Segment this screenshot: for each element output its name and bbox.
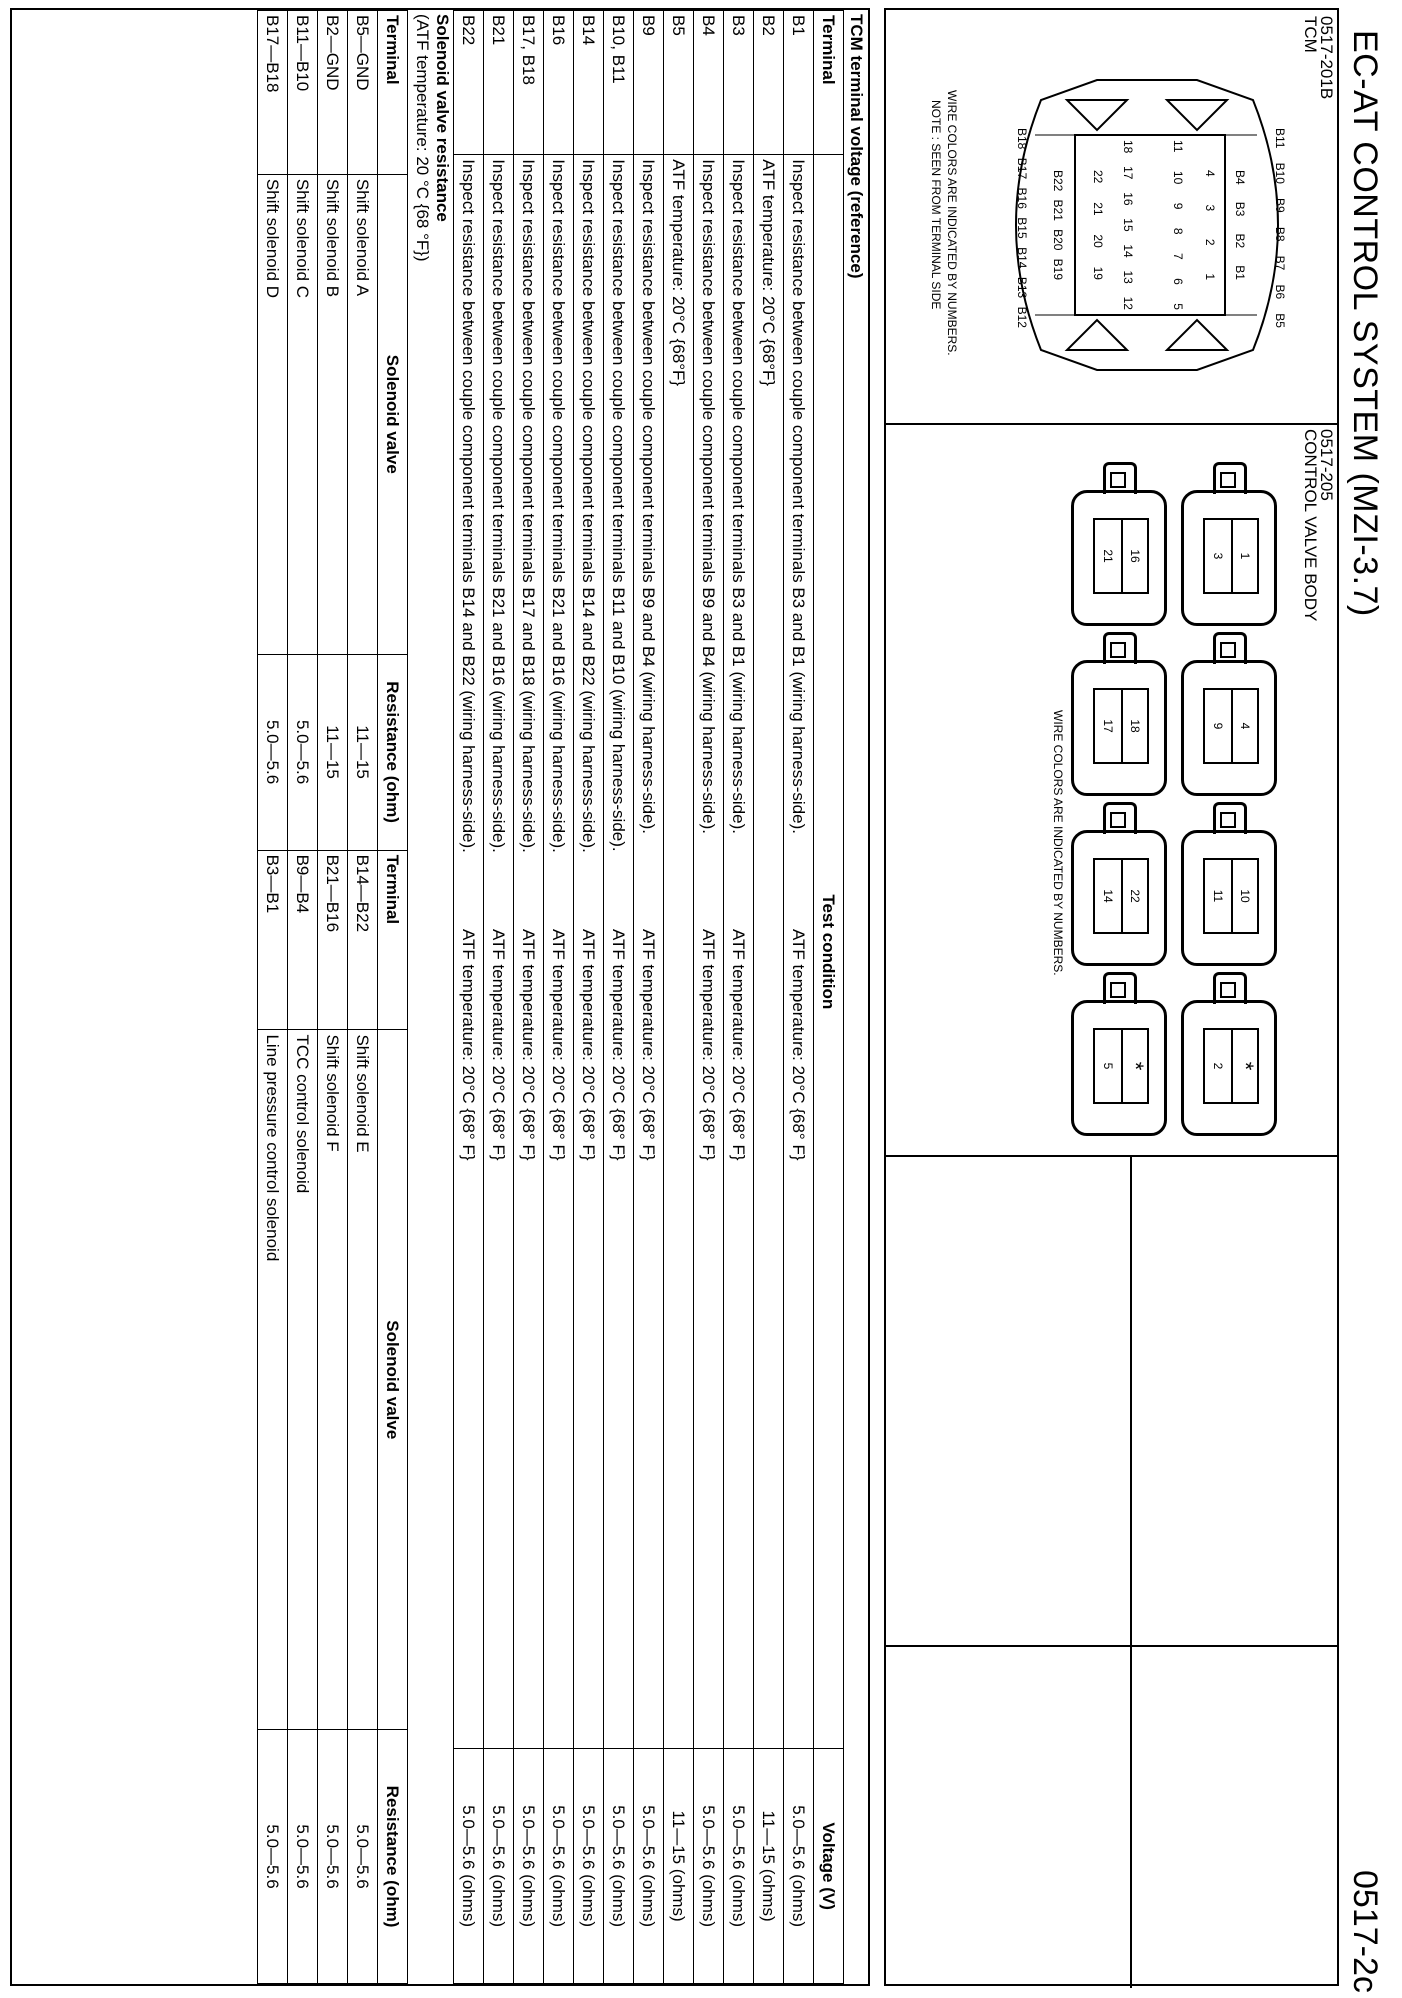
tcm-connector-diagram: [967, 40, 1297, 410]
test-condition-cell: ATF temperature: 20°C {68°F}: [664, 155, 694, 1749]
tcm-pin-label: 10: [1171, 170, 1185, 185]
voltage-cell: 5.0—5.6 (ohms): [694, 1749, 724, 1984]
tcm-pin-row-2: [1171, 140, 1185, 310]
tcm-pin-label: 5: [1171, 303, 1185, 310]
connector-pin: 11: [1211, 889, 1225, 903]
atf-condition-cell: ATF temperature: 20°C {68° F}: [634, 925, 664, 1749]
atf-condition-cell: ATF temperature: 20°C {68° F}: [574, 925, 604, 1749]
voltage-cell: 5.0—5.6 (ohms): [484, 1749, 514, 1984]
terminal-cell: B14: [574, 11, 604, 155]
sol-header-resistance-2: Resistance (ohm): [378, 1730, 408, 1984]
solenoid-resistance-cell: 5.0—5.6: [348, 1730, 378, 1984]
connector-pin: 22: [1121, 860, 1147, 932]
test-condition-text: Inspect resistance between couple component terminals B14 and B22 (wiring harness-side).: [459, 159, 478, 853]
connector-pin: *: [1231, 1030, 1257, 1102]
connector-pin: 1: [1231, 520, 1257, 592]
sol-header-valve-1: Solenoid valve: [378, 174, 408, 654]
connector-pins: [1203, 1028, 1259, 1104]
header-voltage: Voltage (V): [814, 1749, 844, 1984]
connector-pin: 14: [1101, 889, 1115, 903]
valve-connector: [1181, 830, 1277, 966]
tcm-table-row: [574, 11, 604, 1984]
valve-connector: [1071, 660, 1167, 796]
solenoid-valve-cell: Shift solenoid D: [258, 174, 288, 654]
sol-header-valve-2: Solenoid valve: [378, 1030, 408, 1730]
tcm-pin-label: B9: [1273, 198, 1287, 213]
tcm-note-side: NOTE : SEEN FROM TERMINAL SIDE: [929, 100, 943, 310]
test-condition-text: Inspect resistance between couple component terminals B21 and B16 (wiring harness-side).: [549, 159, 568, 853]
tcm-pin-label: B7: [1273, 255, 1287, 271]
tcm-pin-label: B15: [1015, 217, 1029, 239]
terminal-cell: B21: [484, 11, 514, 155]
tcm-table-row: [724, 11, 754, 1984]
solenoid-table-title: Solenoid valve resistance: [433, 14, 452, 222]
terminal-cell: B3: [724, 11, 754, 155]
solenoid-terminal-cell: B9—B4: [288, 850, 318, 1030]
test-condition-cell: [454, 155, 484, 925]
atf-condition-cell: ATF temperature: 20°C {68° F}: [544, 925, 574, 1749]
solenoid-table-row: [348, 11, 378, 1984]
terminal-cell: B5: [664, 11, 694, 155]
solenoid-table-row: [258, 11, 288, 1984]
tcm-pin-label: 11: [1171, 140, 1185, 153]
atf-condition-cell: ATF temperature: 20°C {68° F}: [514, 925, 544, 1749]
valve-connector: [1071, 1000, 1167, 1136]
connector-pin: 21: [1101, 549, 1115, 563]
atf-condition-cell: ATF temperature: 20°C {68° F}: [604, 925, 634, 1749]
connector-pin: 3: [1211, 552, 1225, 560]
terminal-cell: B9: [634, 11, 664, 155]
connector-pins: [1203, 688, 1259, 764]
solenoid-terminal-cell: B5—GND: [348, 11, 378, 175]
tcm-pin-label: 1: [1203, 273, 1217, 280]
solenoid-terminal-cell: B14—B22: [348, 850, 378, 1030]
connector-pins: [1203, 858, 1259, 934]
solenoid-valve-cell: Shift solenoid F: [318, 1030, 348, 1730]
valve-connector: [1181, 490, 1277, 626]
tcm-table-row: [754, 11, 784, 1984]
tcm-pin-label: 18: [1121, 140, 1135, 154]
tcm-pin-label: B2: [1233, 233, 1247, 249]
tcm-pin-label: 20: [1091, 234, 1105, 248]
voltage-cell: 5.0—5.6 (ohms): [784, 1749, 814, 1984]
test-condition-cell: [544, 155, 574, 925]
terminal-cell: B17, B18: [514, 11, 544, 155]
tcm-table-row: [784, 11, 814, 1984]
test-condition-text: Inspect resistance between couple component terminals B9 and B4 (wiring harness-side).: [639, 159, 658, 834]
tcm-pin-label: 6: [1171, 278, 1185, 285]
atf-condition-cell: ATF temperature: 20°C {68° F}: [484, 925, 514, 1749]
tcm-pin-label: 21: [1091, 202, 1105, 216]
solenoid-valve-cell: Line pressure control solenoid: [258, 1030, 288, 1730]
tcm-pin-label: B6: [1273, 284, 1287, 300]
tcm-part-number: 0517-201B: [1317, 16, 1336, 100]
voltage-cell: 5.0—5.6 (ohms): [634, 1749, 664, 1984]
valve-connector: [1181, 660, 1277, 796]
tcm-table-header-row: [814, 11, 844, 1984]
tcm-pin-label: B20: [1051, 229, 1065, 251]
connector-pins: [1093, 688, 1149, 764]
solenoid-terminal-cell: B17—B18: [258, 11, 288, 175]
test-condition-cell: [694, 155, 724, 925]
voltage-cell: 5.0—5.6 (ohms): [544, 1749, 574, 1984]
voltage-cell: 5.0—5.6 (ohms): [574, 1749, 604, 1984]
header-test-condition: Test condition: [814, 155, 844, 1749]
tcm-pin-label: B12: [1015, 306, 1029, 328]
solenoid-table-subtitle: (ATF temperature: 20 °C {68 °F}): [413, 14, 432, 262]
solenoid-resistance-table: [257, 10, 408, 1984]
connector-pin: 2: [1211, 1062, 1225, 1070]
test-condition-cell: [484, 155, 514, 925]
tcm-pin-label: B10: [1273, 162, 1287, 184]
tcm-pin-label: 16: [1121, 192, 1135, 206]
tcm-top-labels: [1273, 128, 1287, 328]
tcm-pin-label: 14: [1121, 244, 1135, 258]
tcm-pin-label: 17: [1121, 166, 1135, 180]
solenoid-resistance-cell: 5.0—5.6: [288, 1730, 318, 1984]
tcm-pin-label: B4: [1233, 170, 1247, 185]
sol-header-resistance-1: Resistance (ohm): [378, 654, 408, 850]
tcm-pin-label: 12: [1121, 296, 1135, 310]
tcm-pin-label: B19: [1051, 258, 1065, 280]
connector-pin: 10: [1231, 860, 1257, 932]
tcm-pin-label: B13: [1015, 276, 1029, 299]
solenoid-valve-cell: Shift solenoid B: [318, 174, 348, 654]
solenoid-valve-cell: Shift solenoid E: [348, 1030, 378, 1730]
tcm-pin-label: 4: [1203, 170, 1217, 177]
tcm-pin-row-3: [1121, 140, 1135, 310]
connector-pins: [1093, 858, 1149, 934]
solenoid-terminal-cell: B11—B10: [288, 11, 318, 175]
test-condition-text: Inspect resistance between couple component terminals B14 and B22 (wiring harness-side).: [579, 159, 598, 853]
tcm-pin-label: 8: [1171, 227, 1185, 235]
valve-body-note: WIRE COLORS ARE INDICATED BY NUMBERS.: [1051, 710, 1065, 976]
atf-condition-cell: ATF temperature: 20°C {68° F}: [454, 925, 484, 1749]
test-condition-cell: [634, 155, 664, 925]
connector-pin: 5: [1101, 1062, 1115, 1070]
tcm-pin-label: B11: [1273, 128, 1287, 149]
solenoid-valve-cell: Shift solenoid C: [288, 174, 318, 654]
terminal-cell: B10, B11: [604, 11, 634, 155]
tcm-pin-label: 15: [1121, 218, 1135, 232]
tcm-table-row: [484, 11, 514, 1984]
terminal-cell: B4: [694, 11, 724, 155]
tcm-table-row: [454, 11, 484, 1984]
tcm-note-wire: WIRE COLORS ARE INDICATED BY NUMBERS.: [945, 90, 959, 356]
tcm-pin-label: 2: [1203, 238, 1217, 246]
tcm-inner-top-labels: [1233, 170, 1247, 280]
tcm-pin-row-4: [1091, 170, 1105, 280]
solenoid-resistance-cell: 5.0—5.6: [318, 1730, 348, 1984]
tcm-table-title: TCM terminal voltage (reference): [847, 14, 866, 279]
tcm-table-row: [604, 11, 634, 1984]
solenoid-terminal-cell: B21—B16: [318, 850, 348, 1030]
solenoid-resistance-cell: 5.0—5.6: [258, 654, 288, 850]
tcm-table-row: [544, 11, 574, 1984]
solenoid-table-header-row: [378, 11, 408, 1984]
solenoid-table-row: [288, 11, 318, 1984]
tcm-voltage-table: [453, 10, 844, 1984]
solenoid-resistance-cell: 11—15: [348, 654, 378, 850]
terminal-cell: B22: [454, 11, 484, 155]
tcm-label: TCM: [1301, 16, 1320, 53]
connector-pin: 17: [1101, 719, 1115, 733]
tcm-pin-row-1: [1203, 170, 1217, 280]
test-condition-text: Inspect resistance between couple component terminals B3 and B1 (wiring harness-side).: [729, 159, 748, 834]
connector-pins: [1093, 518, 1149, 594]
tcm-table-row: [514, 11, 544, 1984]
test-condition-cell: [604, 155, 634, 925]
test-condition-cell: [514, 155, 544, 925]
solenoid-resistance-cell: 11—15: [318, 654, 348, 850]
terminal-cell: B16: [544, 11, 574, 155]
solenoid-valve-cell: TCC control solenoid: [288, 1030, 318, 1730]
tcm-table-row: [694, 11, 724, 1984]
tcm-pin-label: B5: [1273, 313, 1287, 328]
tcm-pin-label: B8: [1273, 226, 1287, 242]
solenoid-terminal-cell: B3—B1: [258, 850, 288, 1030]
tcm-pin-label: B21: [1051, 199, 1065, 221]
connector-panel: [884, 8, 1339, 1986]
connector-pin: 4: [1231, 690, 1257, 762]
connector-pin: 9: [1211, 722, 1225, 730]
valve-connector: [1071, 830, 1167, 966]
tcm-pin-label: 22: [1091, 170, 1105, 184]
tcm-pin-label: B17: [1015, 157, 1029, 180]
terminal-cell: B1: [784, 11, 814, 155]
tables-panel: [10, 8, 870, 1986]
tcm-table-row: [664, 11, 694, 1984]
test-condition-cell: [724, 155, 754, 925]
valve-body-label: CONTROL VALVE BODY: [1301, 429, 1320, 622]
tcm-pin-label: B18: [1015, 128, 1029, 150]
document-title: EC-AT CONTROL SYSTEM (MZI-3.7): [1346, 30, 1384, 617]
voltage-cell: 5.0—5.6 (ohms): [604, 1749, 634, 1984]
sol-header-terminal-2: Terminal: [378, 850, 408, 1030]
tcm-pin-label: B14: [1015, 247, 1029, 269]
tcm-pin-label: B22: [1051, 170, 1065, 192]
voltage-cell: 5.0—5.6 (ohms): [454, 1749, 484, 1984]
test-condition-text: Inspect resistance between couple component terminals B3 and B1 (wiring harness-side).: [789, 159, 808, 834]
voltage-cell: 5.0—5.6 (ohms): [514, 1749, 544, 1984]
voltage-cell: 11—15 (ohms): [664, 1749, 694, 1984]
test-condition-text: Inspect resistance between couple component terminals B17 and B18 (wiring harness-side).: [519, 159, 538, 853]
solenoid-terminal-cell: B2—GND: [318, 11, 348, 175]
document-code: 0517-2c: [1346, 1870, 1384, 1993]
tcm-pin-label: 9: [1171, 202, 1185, 210]
tcm-pin-label: B3: [1233, 201, 1247, 217]
tcm-pin-label: 13: [1121, 270, 1135, 284]
tcm-pin-label: 3: [1203, 204, 1217, 212]
connector-pins: [1093, 1028, 1149, 1104]
header-terminal: Terminal: [814, 11, 844, 155]
atf-condition-cell: ATF temperature: 20°C {68° F}: [694, 925, 724, 1749]
tcm-table-row: [634, 11, 664, 1984]
tcm-pin-label: B16: [1015, 187, 1029, 209]
connector-pin: *: [1121, 1030, 1147, 1102]
valve-body-part-number: 0517-205: [1317, 429, 1336, 501]
solenoid-resistance-cell: 5.0—5.6: [288, 654, 318, 850]
solenoid-resistance-cell: 5.0—5.6: [258, 1730, 288, 1984]
test-condition-cell: [574, 155, 604, 925]
tcm-bottom-labels: [1015, 128, 1029, 328]
connector-pin: 16: [1121, 520, 1147, 592]
tcm-pin-label: 7: [1171, 253, 1185, 260]
sol-header-terminal-1: Terminal: [378, 11, 408, 175]
valve-connector: [1071, 490, 1167, 626]
solenoid-valve-cell: Shift solenoid A: [348, 174, 378, 654]
test-condition-cell: ATF temperature: 20°C {68°F}: [754, 155, 784, 1749]
test-condition-text: Inspect resistance between couple component terminals B9 and B4 (wiring harness-side).: [699, 159, 718, 834]
solenoid-table-row: [318, 11, 348, 1984]
atf-condition-cell: ATF temperature: 20°C {68° F}: [724, 925, 754, 1749]
voltage-cell: 5.0—5.6 (ohms): [724, 1749, 754, 1984]
test-condition-cell: [784, 155, 814, 925]
tcm-inner-bottom-labels: [1051, 170, 1065, 280]
atf-condition-cell: ATF temperature: 20°C {68° F}: [784, 925, 814, 1749]
test-condition-text: Inspect resistance between couple component terminals B21 and B16 (wiring harness-side).: [489, 159, 508, 853]
terminal-cell: B2: [754, 11, 784, 155]
tcm-pin-label: B1: [1233, 265, 1247, 280]
connector-pins: [1203, 518, 1259, 594]
voltage-cell: 11—15 (ohms): [754, 1749, 784, 1984]
connector-pin: 18: [1121, 690, 1147, 762]
tcm-pin-label: 19: [1091, 266, 1105, 280]
test-condition-text: Inspect resistance between couple component terminals B11 and B10 (wiring harness-side).: [609, 159, 628, 852]
valve-connector: [1181, 1000, 1277, 1136]
